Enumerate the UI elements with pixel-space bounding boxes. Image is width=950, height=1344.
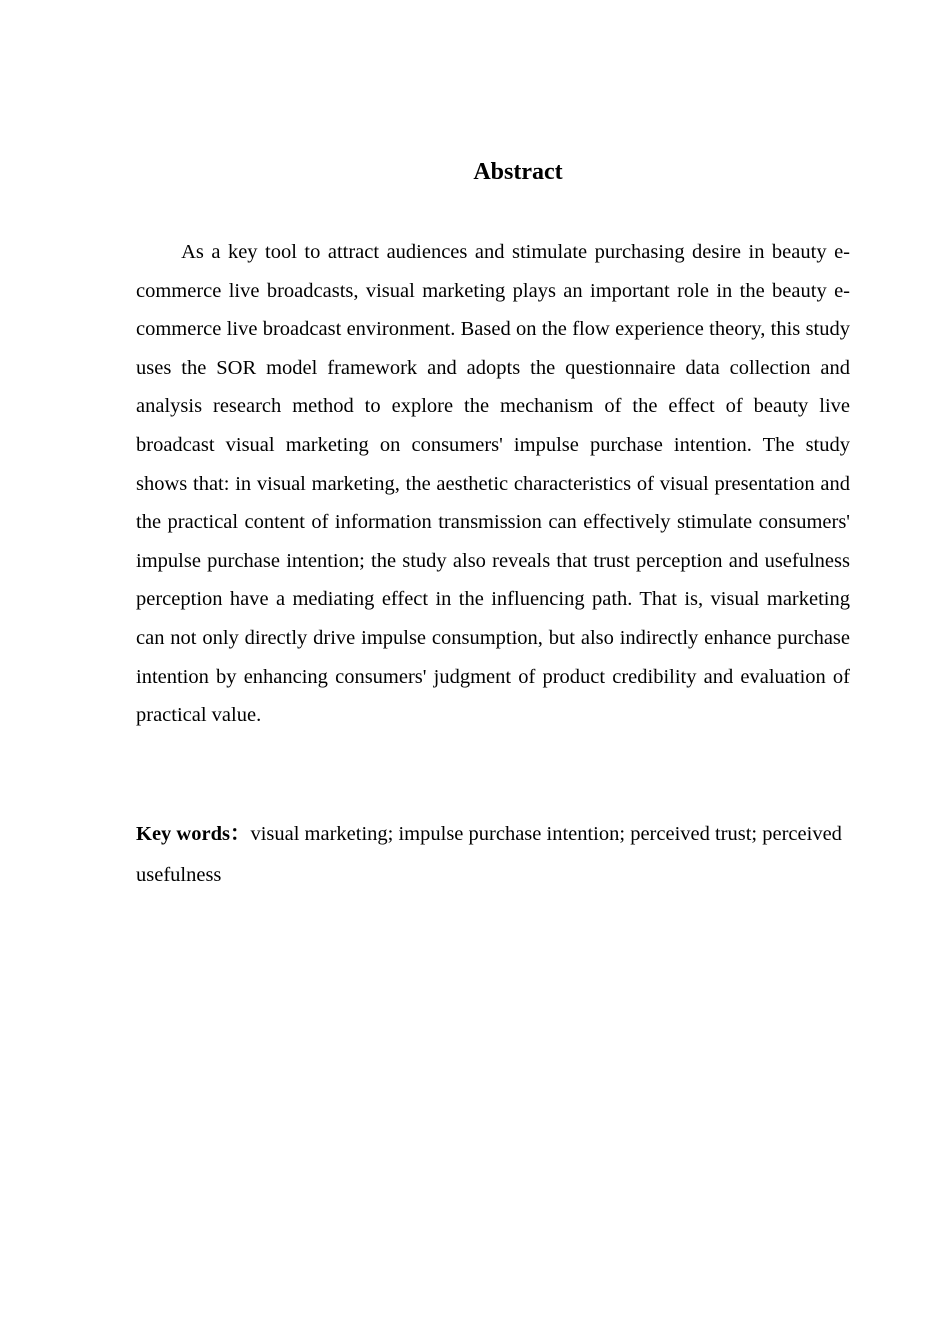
keywords-line [136,814,850,896]
abstract-title: Abstract [473,159,563,185]
abstract-paragraph: As a key tool to attract audiences and stimulate purchasing desire in beauty e-commerce live broadcasts, visual marketing plays an important role in the beauty e-commerce live broadcast environment. Based on the flow experience theory, this study uses the SOR model framework and adopts the questionnaire data collection and analysis research method to explore the mechanism of the effect of beauty live broadcast visual marketing on consumers' impulse purchase intention. The study shows that: in visual marketing, the aesthetic characteristics of visual presentation and the practical content of information transmission can effectively stimulate consumers' impulse purchase intention; the study also reveals that trust perception and usefulness perception have a mediating effect in the influencing path. That is, visual marketing can not only directly drive impulse consumption, but also indirectly enhance purchase intention by enhancing consumers' judgment of product credibility and evaluation of practical value. [136,241,850,727]
keywords-text: visual marketing; impulse purchase intention; perceived trust; perceived usefulness [136,823,842,886]
keywords-label: Key words： [136,823,251,845]
